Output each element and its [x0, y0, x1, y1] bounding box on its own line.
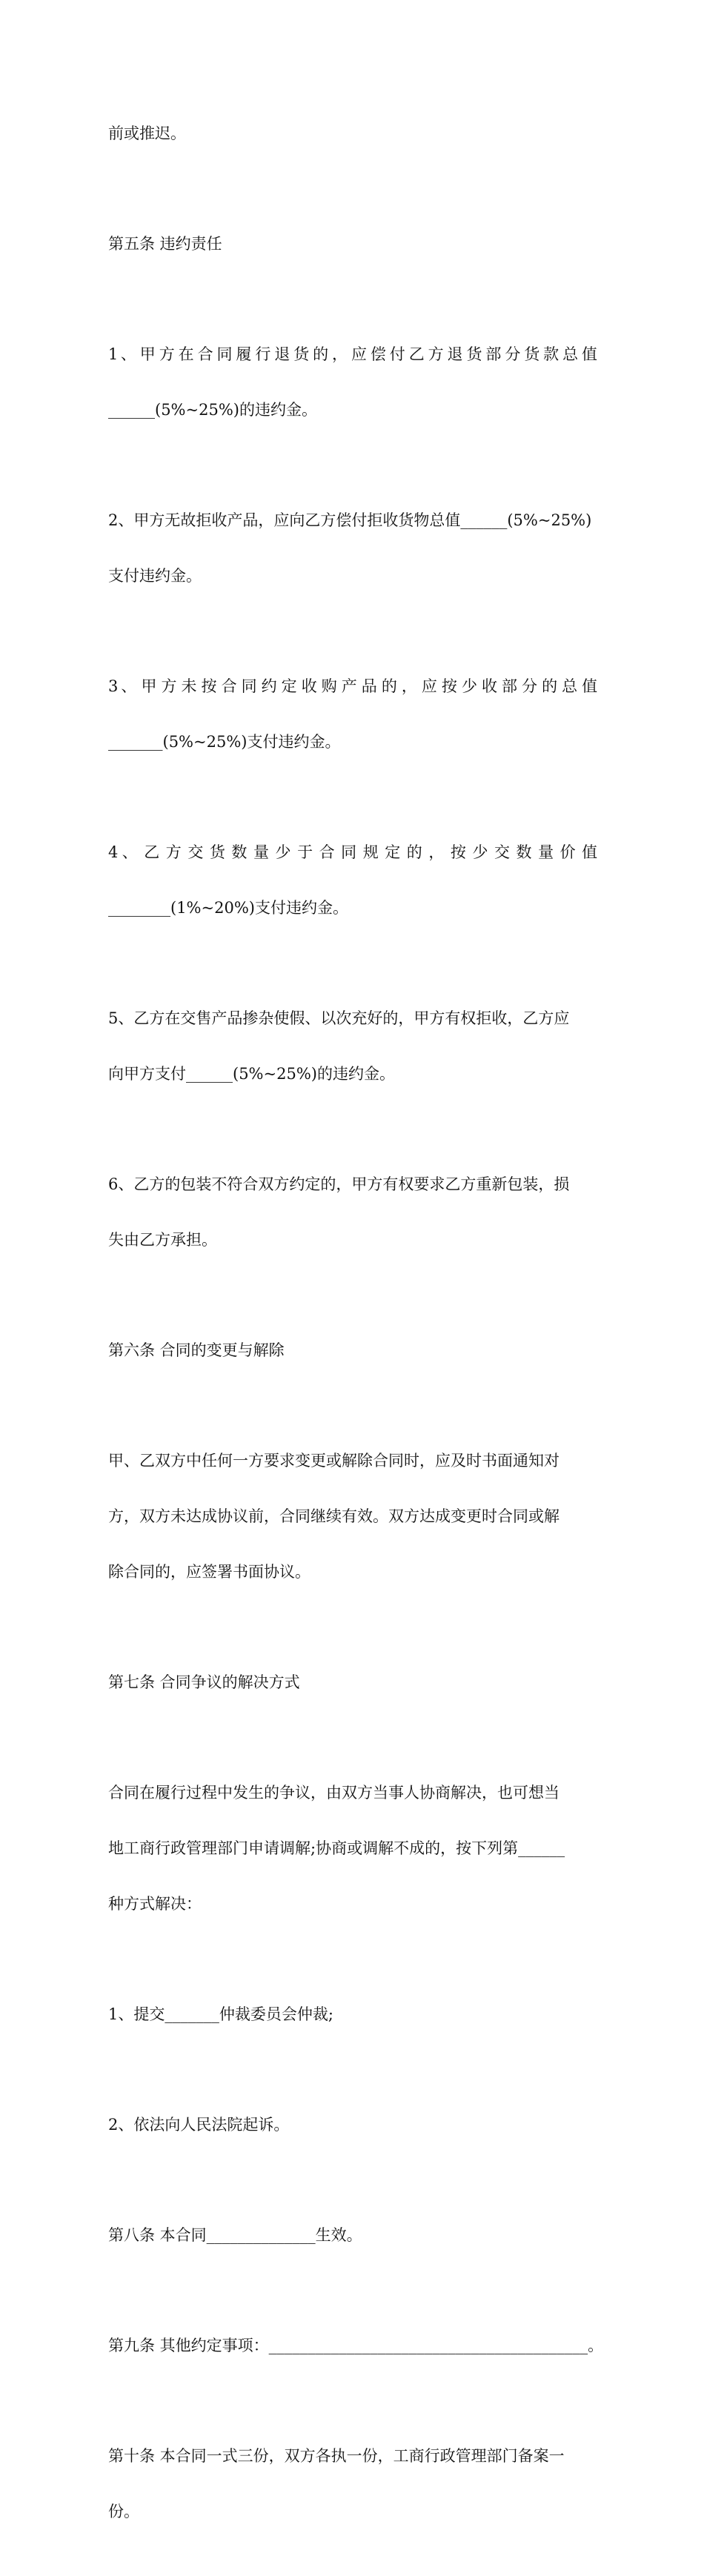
article-7-body	[108, 1747, 597, 1951]
article-6-body	[108, 1415, 597, 1619]
text-line: 第十条 本合同一式三份，双方各执一份，工商行政管理部门备案一	[108, 2447, 565, 2465]
text-line: 方，双方未达成协议前，合同继续有效。双方达成变更时合同或解	[108, 1507, 559, 1525]
text-line: 4 、 乙 方 交 货 数 量 少 于 合 同 规 定 的 ， 按 少 交 数 量 价 值	[108, 843, 598, 861]
text-line: ________(1%~20%)支付违约金。	[108, 899, 348, 917]
article-7-option-2	[108, 2079, 597, 2171]
text-line: 前或推迟。	[108, 125, 186, 142]
article-6-heading	[108, 1304, 597, 1397]
text-line: 2、依法向人民法院起诉。	[108, 2116, 290, 2134]
clause-5-1	[108, 308, 597, 457]
text-line: 向甲方支付______(5%~25%)的违约金。	[108, 1065, 395, 1083]
article-8	[108, 2189, 597, 2282]
text-line: 2、甲方无故拒收产品，应向乙方偿付拒收货物总值______(5%~25%)	[108, 511, 592, 529]
article-9	[108, 2300, 604, 2392]
text-line: 失由乙方承担。	[108, 1231, 217, 1249]
text-line: 3 、 甲 方 未 按 合 同 约 定 收 购 产 品 的 ， 应 按 少 收 部 分 的 总 值	[108, 677, 598, 695]
text-line: 第六条 合同的变更与解除	[108, 1341, 285, 1359]
text-line: 支付违约金。	[108, 567, 202, 585]
clause-5-3	[108, 640, 597, 789]
clause-5-6	[108, 1138, 597, 1287]
article-7-heading	[108, 1636, 597, 1729]
document-body	[108, 87, 604, 2576]
text-line: 第五条 违约责任	[108, 235, 222, 253]
text-line: 1 、 甲 方 在 合 同 履 行 退 货 的 ， 应 偿 付 乙 方 退 货 部 分 货 款 总 值	[108, 345, 598, 363]
article-10	[108, 2410, 597, 2558]
text-line: 地工商行政管理部门申请调解;协商或调解不成的，按下列第______	[108, 1839, 565, 1857]
text-line: 第八条 本合同______________生效。	[108, 2226, 362, 2244]
clause-5-5	[108, 972, 597, 1121]
text-line: 6、乙方的包装不符合双方约定的，甲方有权要求乙方重新包装，损	[108, 1175, 570, 1193]
text-line: ______(5%~25%)的违约金。	[108, 401, 317, 419]
text-line: 第九条 其他约定事项：_________________________________________。	[108, 2337, 604, 2354]
text-line: 合同在履行过程中发生的争议，由双方当事人协商解决，也可想当	[108, 1784, 559, 1802]
clause-5-2	[108, 474, 597, 623]
text-line: 第七条 合同争议的解决方式	[108, 1673, 300, 1691]
article-5-heading	[108, 198, 597, 291]
text-line: 5、乙方在交售产品掺杂使假、以次充好的，甲方有权拒收，乙方应	[108, 1009, 570, 1027]
text-line: 份。	[108, 2503, 139, 2520]
paragraph-continuation	[108, 87, 597, 180]
text-line: 1、提交_______仲裁委员会仲裁;	[108, 2005, 333, 2023]
text-line: 种方式解决：	[108, 1895, 202, 1913]
article-7-option-1	[108, 1968, 597, 2061]
text-line: 除合同的，应签署书面协议。	[108, 1563, 311, 1581]
clause-5-4	[108, 806, 597, 955]
text-line: 甲、乙双方中任何一方要求变更或解除合同时，应及时书面通知对	[108, 1452, 559, 1470]
text-line: _______(5%~25%)支付违约金。	[108, 733, 341, 751]
